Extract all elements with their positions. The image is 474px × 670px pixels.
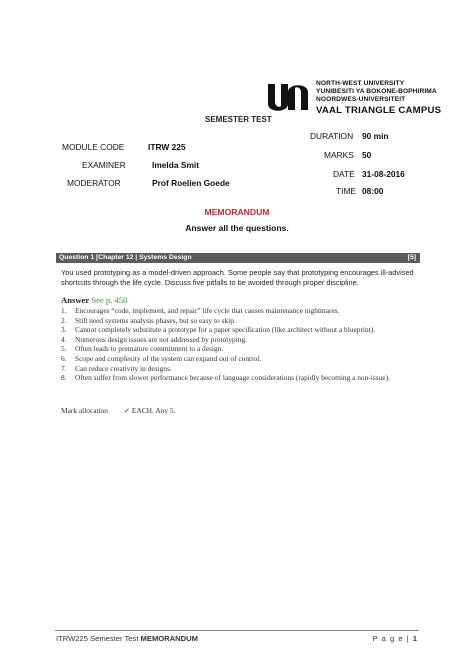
date-label: DATE: [333, 169, 355, 179]
footer-prefix: ITRW225 Semester Test: [56, 634, 141, 643]
list-item: [61, 306, 426, 316]
list-item-text: Cannot completely substitute a prototype for a paper specification (like architect without a blueprint).: [75, 325, 376, 335]
list-item-text: Encourages “code, implement, and repair” life cycle that causes maintenance nightmares.: [75, 306, 340, 315]
page-label: P a g e |: [372, 634, 413, 643]
university-logo-icon: [266, 80, 310, 114]
question-header-bar: [56, 253, 420, 263]
list-item-number: 7.: [61, 363, 67, 373]
page-number: 1: [412, 634, 418, 643]
question-title: Question 1 [Chapter 12 | Systems Design: [59, 254, 192, 261]
module-code-label: MODULE CODE: [62, 142, 125, 152]
mark-allocation: [61, 406, 175, 415]
footer-divider: [55, 630, 419, 631]
question-marks: [5]: [407, 254, 416, 261]
duration-label: DURATION: [310, 131, 354, 141]
date-value: 31-08-2016: [362, 169, 405, 179]
module-code-value: ITRW 225: [148, 142, 186, 152]
campus-name: VAAL TRIANGLE CAMPUS: [316, 104, 442, 116]
footer-title: [56, 634, 198, 643]
list-item-number: 5.: [61, 344, 67, 354]
university-names: [316, 80, 466, 116]
list-item-number: 1.: [61, 306, 67, 315]
question-text: You used prototyping as a model-driven approach. Some people say that prototyping encourages ill-advised shortcuts through the life cycle. Discuss five pitfalls to be avoided through proper discipline.: [61, 268, 414, 287]
duration-value: 90 min: [362, 131, 389, 141]
mark-allocation-label: Mark allocation: [61, 406, 108, 415]
answer-label: Answer: [61, 295, 90, 305]
footer-memorandum: MEMORANDUM: [140, 634, 198, 643]
list-item-number: 2.: [61, 315, 67, 325]
list-item-number: 6.: [61, 353, 67, 363]
list-item: [61, 325, 426, 335]
list-item-text: Scope and complexity of the system can expand out of control.: [75, 353, 262, 363]
test-title: SEMESTER TEST: [205, 115, 272, 124]
examiner-value: Imelda Smit: [152, 160, 200, 170]
list-item: [61, 364, 426, 374]
time-value: 08:00: [362, 186, 384, 196]
answer-list: [61, 306, 426, 383]
list-item-number: 8.: [61, 373, 67, 383]
list-item-text: Often leads to premature commitment to a design.: [75, 344, 224, 354]
answer-reference: See p. 450: [91, 295, 128, 305]
time-label: TIME: [336, 186, 357, 196]
list-item: [61, 335, 426, 345]
list-item-text: Numerous design issues are not addressed by prototyping.: [75, 334, 248, 344]
list-item: [61, 354, 426, 364]
list-item: [61, 373, 426, 383]
memorandum-heading: MEMORANDUM: [204, 207, 270, 217]
mark-allocation-value: ✓ EACH. Any 5.: [123, 406, 176, 415]
marks-value: 50: [362, 150, 372, 160]
moderator-value: Prof Roelien Goede: [152, 178, 230, 188]
list-item: [61, 344, 426, 354]
moderator-label: MODERATOR: [67, 178, 121, 188]
university-name-en: NORTH-WEST UNIVERSITY: [316, 80, 405, 87]
list-item-text: Can reduce creativity in designs.: [75, 363, 172, 373]
marks-label: MARKS: [324, 150, 354, 160]
list-item: [61, 316, 426, 326]
list-item-text: Often suffer from slower performance because of language considerations (rapidly becoming a non-issue).: [75, 373, 390, 383]
university-name-af: NOORDWES-UNIVERSITEIT: [316, 96, 406, 104]
university-name-tn: YUNIBESITI YA BOKONE-BOPHIRIMA: [316, 88, 437, 96]
list-item-text: Still need systems analysis phases, but so easy to skip.: [75, 315, 236, 325]
list-item-number: 4.: [61, 334, 67, 344]
instruction-text: Answer all the questions.: [185, 223, 289, 233]
footer-page: [373, 634, 418, 643]
answer-heading: [61, 295, 127, 305]
list-item-number: 3.: [61, 325, 67, 335]
examiner-label: EXAMINER: [82, 160, 126, 170]
